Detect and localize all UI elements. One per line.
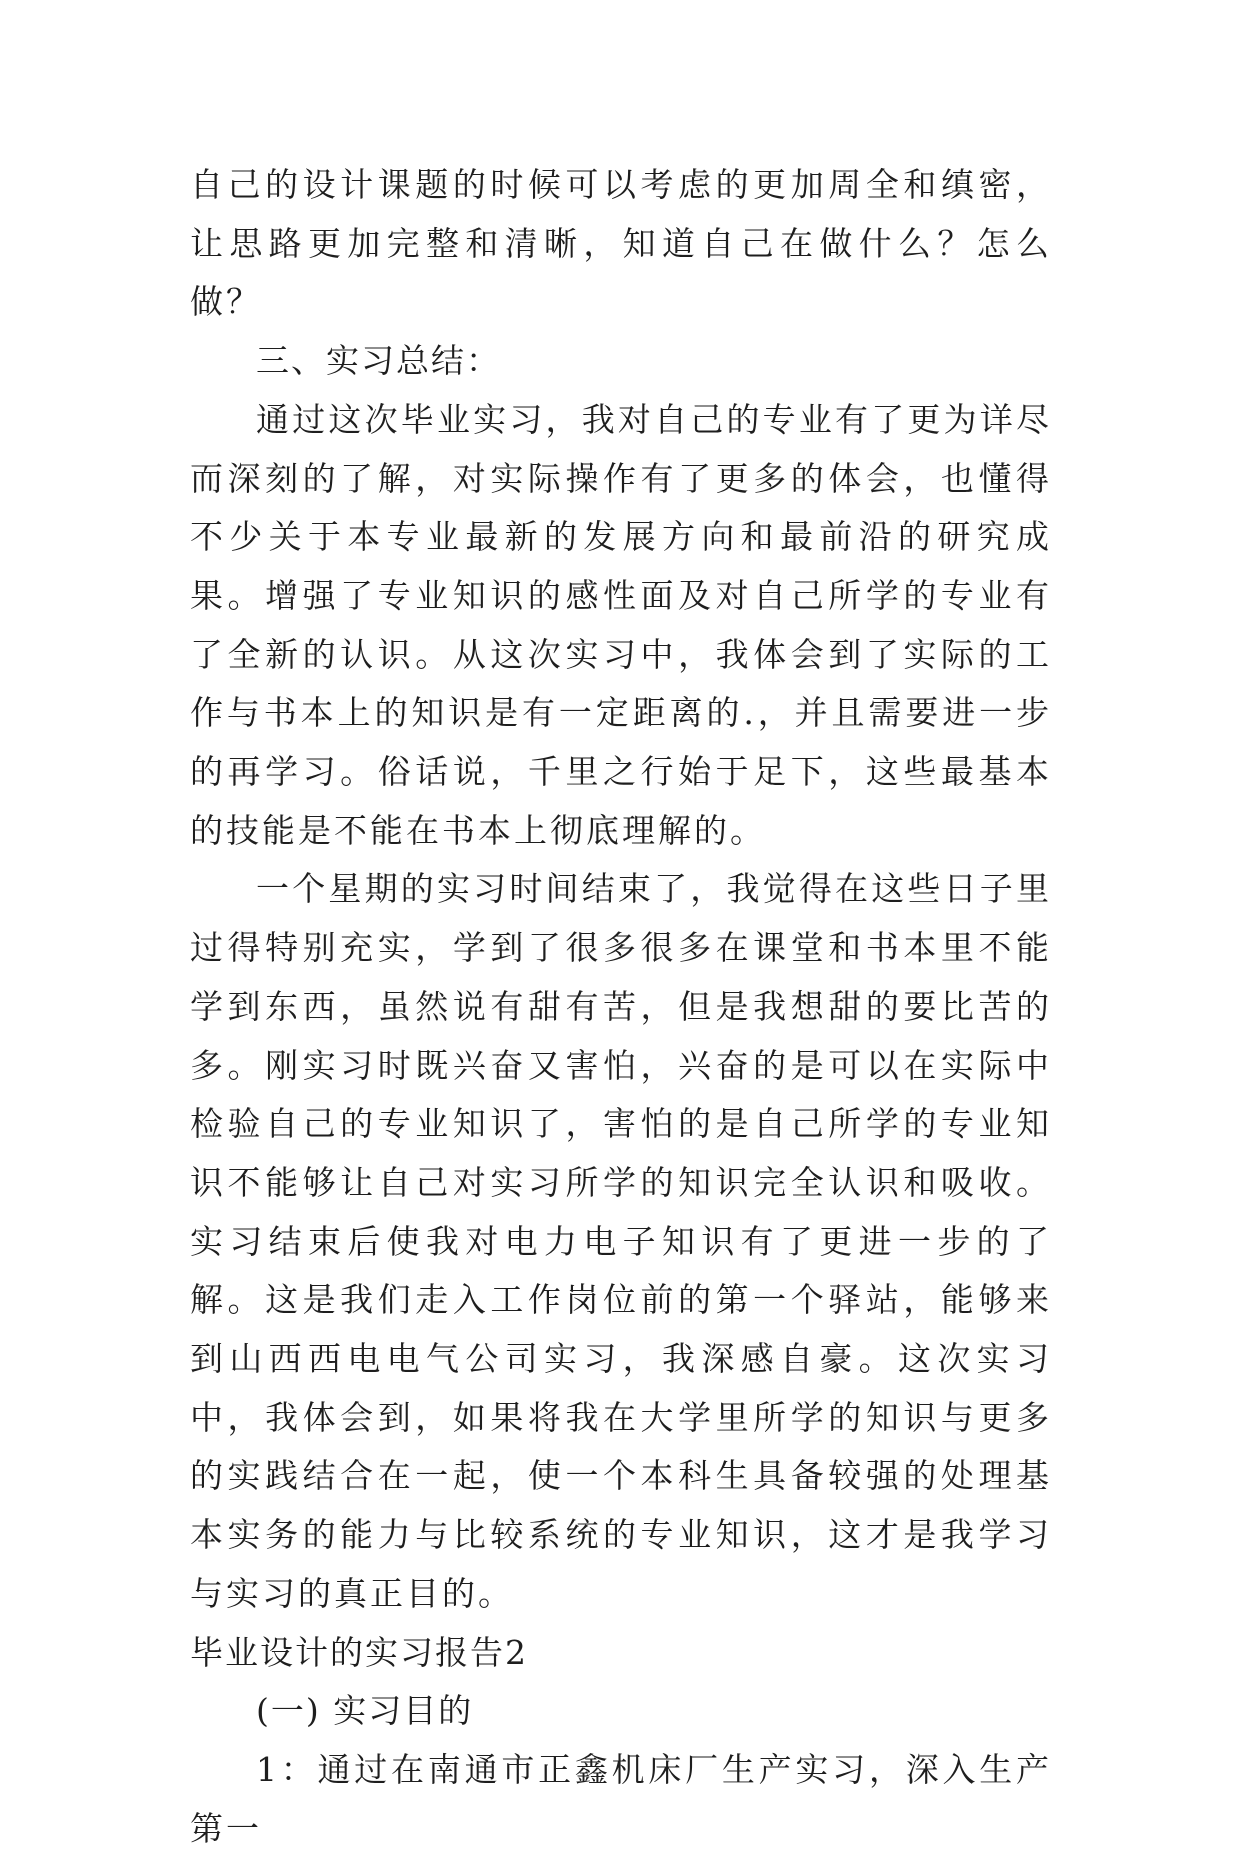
document-body (190, 156, 1052, 1858)
paragraph-summary-2: 一个星期的实习时间结束了，我觉得在这些日子里过得特别充实，学到了很多很多在课堂和书本里不能学到东西，虽然说有甜有苦，但是我想甜的要比苦的多。刚实习时既兴奋又害怕，兴奋的是可以在实际中检验自己的专业知识了，害怕的是自己所学的专业知识不能够让自己对实习所学的知识完全认识和吸收。实习结束后使我对电力电子知识有了更进一步的了解。这是我们走入工作岗位前的第一个驿站，能够来到山西西电电气公司实习，我深感自豪。这次实习中，我体会到，如果将我在大学里所学的知识与更多的实践结合在一起，使一个本科生具备较强的处理基本实务的能力与比较系统的专业知识，这才是我学习与实习的真正目的。 (190, 869, 1052, 1613)
paragraph-continuation: 自己的设计课题的时候可以考虑的更加周全和缜密，让思路更加完整和清晰，知道自己在做什么？怎么做？ (190, 165, 1052, 322)
paragraph-summary-1: 通过这次毕业实习，我对自己的专业有了更为详尽而深刻的了解，对实际操作有了更多的体会，也懂得不少关于本专业最新的发展方向和最前沿的研究成果。增强了专业知识的感性面及对自己所学的专业有了全新的认识。从这次实习中，我体会到了实际的工作与书本上的知识是有一定距离的.，并且需要进一步的再学习。俗话说，千里之行始于足下，这些最基本的技能是不能在书本上彻底理解的。 (190, 399, 1052, 850)
section-heading-summary: 三、实习总结： (256, 341, 501, 381)
paragraph-purpose-1: 1：通过在南通市正鑫机床厂生产实习，深入生产第一 (190, 1749, 1052, 1848)
sub-heading-purpose: (一) 实习目的 (256, 1691, 474, 1731)
report-title: 毕业设计的实习报告2 (190, 1632, 528, 1672)
